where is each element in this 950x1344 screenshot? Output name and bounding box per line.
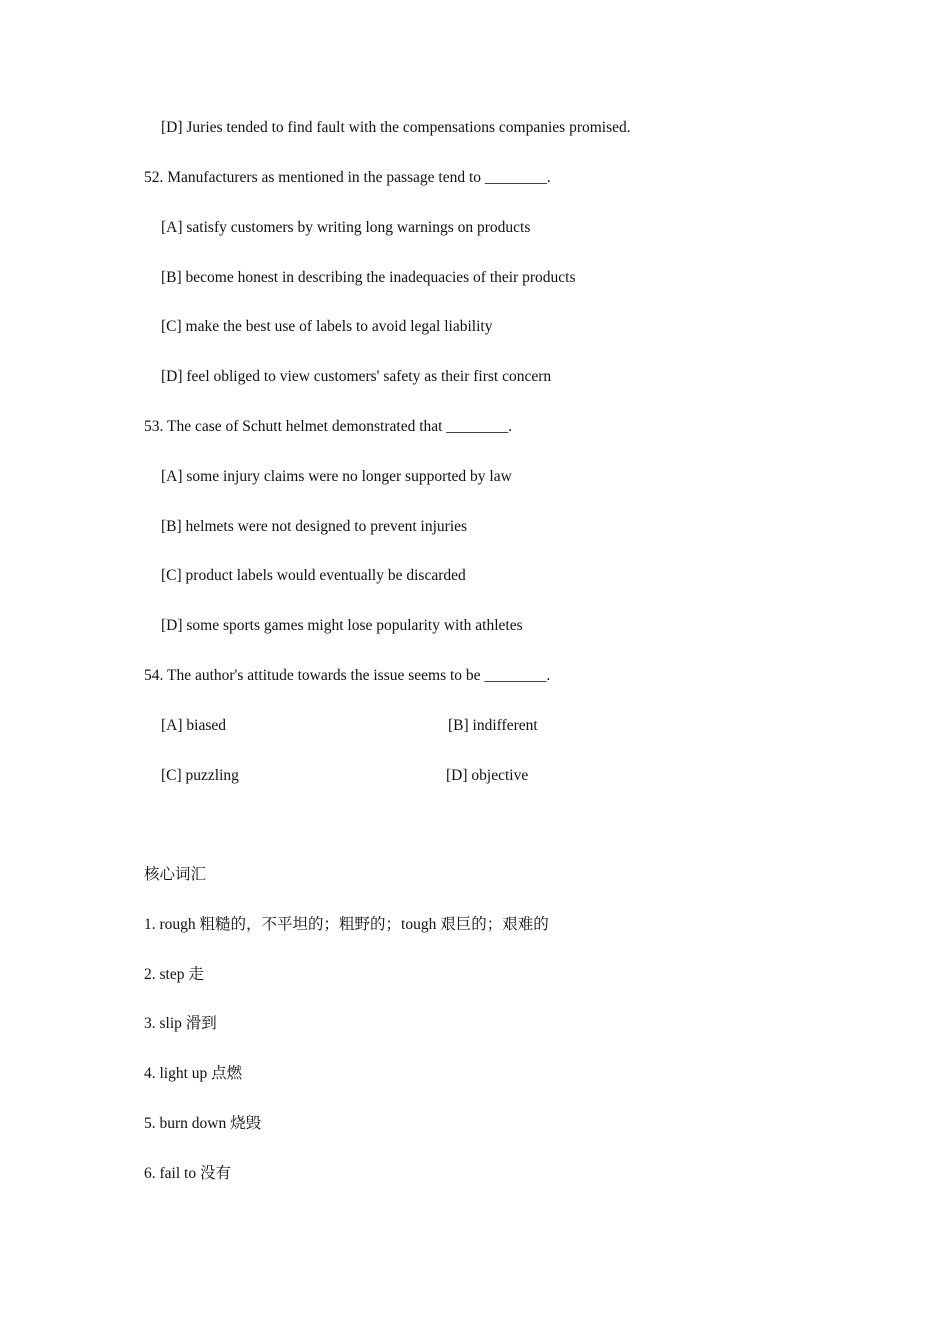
question-53-option-a: [A] some injury claims were no longer supported by law [161, 468, 512, 485]
question-54-option-b: [B] indifferent [448, 717, 538, 734]
question-52-option-a: [A] satisfy customers by writing long warnings on products [161, 219, 531, 236]
vocab-heading: 核心词汇 [144, 866, 207, 883]
question-54-option-d: [D] objective [446, 767, 529, 784]
question-52-stem: 52. Manufacturers as mentioned in the passage tend to ________. [144, 169, 551, 186]
question-53-stem: 53. The case of Schutt helmet demonstrated that ________. [144, 418, 513, 435]
question-54-stem: 54. The author's attitude towards the issue seems to be ________. [144, 667, 551, 684]
vocab-item-5: 5. burn down 烧毁 [144, 1115, 262, 1132]
vocab-item-2: 2. step 走 [144, 966, 204, 983]
vocab-item-6: 6. fail to 没有 [144, 1165, 231, 1182]
question-52-option-d: [D] feel obliged to view customers' safety as their first concern [161, 368, 552, 385]
vocab-item-3: 3. slip 滑到 [144, 1015, 217, 1032]
question-53-option-d: [D] some sports games might lose popularity with athletes [161, 617, 523, 634]
question-52-option-b: [B] become honest in describing the inadequacies of their products [161, 269, 576, 286]
question-53-option-c: [C] product labels would eventually be discarded [161, 567, 466, 584]
vocab-item-4: 4. light up 点燃 [144, 1065, 243, 1082]
vocab-item-1: 1. rough 粗糙的，不平坦的；粗野的；tough 艰巨的；艰难的 [144, 916, 549, 933]
question-53-option-b: [B] helmets were not designed to prevent injuries [161, 518, 468, 535]
prev-question-option-d: [D] Juries tended to find fault with the compensations companies promised. [161, 119, 631, 136]
question-52-option-c: [C] make the best use of labels to avoid legal liability [161, 318, 493, 335]
question-54-option-c: [C] puzzling [161, 767, 239, 784]
question-54-option-a: [A] biased [161, 717, 226, 734]
